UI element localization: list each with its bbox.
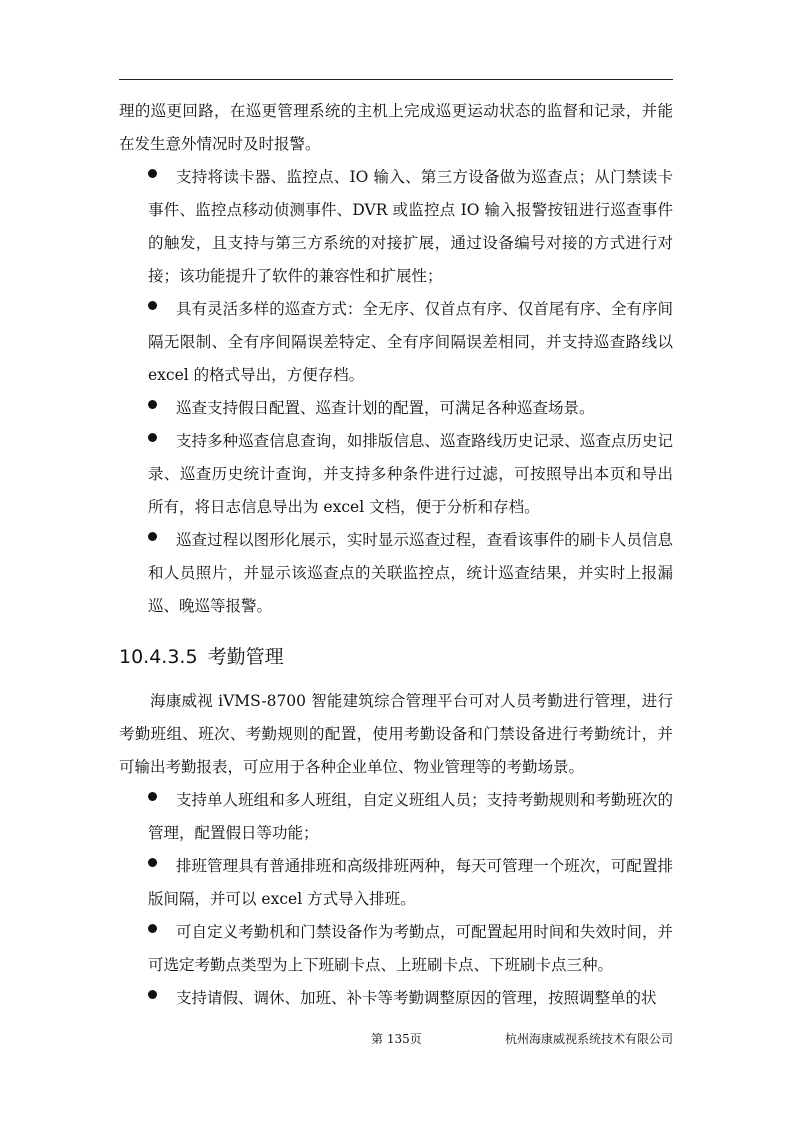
- bullet-text: 支持单人班组和多人班组，自定义班组人员；支持考勤规则和考勤班次的管理，配置假日等功能；: [148, 791, 673, 842]
- bullet-text: 排班管理具有普通排班和高级排班两种，每天可管理一个班次，可配置排版间隔，并可以 excel 方式导入排班。: [148, 857, 673, 908]
- header-rule: [119, 79, 673, 80]
- bullet-icon: [148, 301, 157, 310]
- section-heading: [119, 641, 673, 673]
- bullet-text: 支持请假、调休、加班、补卡等考勤调整原因的管理，按照调整单的状: [176, 989, 657, 1007]
- bullet-icon: [148, 532, 157, 541]
- company-name: 杭州海康威视系统技术有限公司: [504, 1032, 673, 1046]
- bullet-item: [119, 784, 673, 850]
- bullet-icon: [148, 990, 157, 999]
- bullet-icon: [148, 169, 157, 178]
- bullet-item: [119, 524, 673, 623]
- bullet-item: [119, 161, 673, 293]
- bullet-icon: [148, 924, 157, 933]
- document-body: [119, 95, 673, 1015]
- bullet-item: [119, 982, 673, 1015]
- section-title: 考勤管理: [207, 646, 284, 668]
- bullet-text: 巡查过程以图形化展示，实时显示巡查过程，查看该事件的刷卡人员信息和人员照片，并显示该巡查点的关联监控点，统计巡查结果，并实时上报漏巡、晚巡等报警。: [148, 531, 673, 615]
- page-number: 第 135页: [371, 1032, 422, 1046]
- bullet-item: [119, 425, 673, 524]
- page-footer: [119, 1030, 673, 1052]
- bullet-icon: [148, 433, 157, 442]
- bullet-item: [119, 916, 673, 982]
- bullet-text: 支持将读卡器、监控点、IO 输入、第三方设备做为巡查点；从门禁读卡事件、监控点移动侦测事件、DVR 或监控点 IO 输入报警按钮进行巡查事件的触发，且支持与第三方系统的对接扩展，通过设备编号对接的方式进行对接；该功能提升了软件的兼容性和扩展性；: [148, 168, 673, 285]
- section-intro-paragraph: 海康威视 iVMS-8700 智能建筑综合管理平台可对人员考勤进行管理，进行考勤班组、班次、考勤规则的配置，使用考勤设备和门禁设备进行考勤统计，并可输出考勤报表，可应用于各种企业单位、物业管理等的考勤场景。: [119, 692, 673, 776]
- bullet-text: 具有灵活多样的巡查方式：全无序、仅首点有序、仅首尾有序、全有序间隔无限制、全有序间隔误差特定、全有序间隔误差相同，并支持巡查路线以 excel 的格式导出，方便存档。: [148, 300, 673, 384]
- bullet-item: [119, 850, 673, 916]
- bullet-item: [119, 293, 673, 392]
- section-number: 10.4.3.5: [119, 646, 198, 668]
- bullet-text: 可自定义考勤机和门禁设备作为考勤点，可配置起用时间和失效时间，并可选定考勤点类型为上下班刷卡点、上班刷卡点、下班刷卡点三种。: [148, 923, 673, 974]
- bullet-icon: [148, 792, 157, 801]
- intro-paragraph: 理的巡更回路，在巡更管理系统的主机上完成巡更运动状态的监督和记录，并能在发生意外情况时及时报警。: [119, 102, 673, 153]
- bullet-icon: [148, 858, 157, 867]
- bullet-item: [119, 392, 673, 425]
- bullet-text: 支持多种巡查信息查询，如排版信息、巡查路线历史记录、巡查点历史记录、巡查历史统计查询，并支持多种条件进行过滤，可按照导出本页和导出所有，将日志信息导出为 excel 文档，便于分析和存档。: [148, 432, 673, 516]
- bullet-icon: [148, 400, 157, 409]
- bullet-text: 巡查支持假日配置、巡查计划的配置，可满足各种巡查场景。: [176, 399, 595, 417]
